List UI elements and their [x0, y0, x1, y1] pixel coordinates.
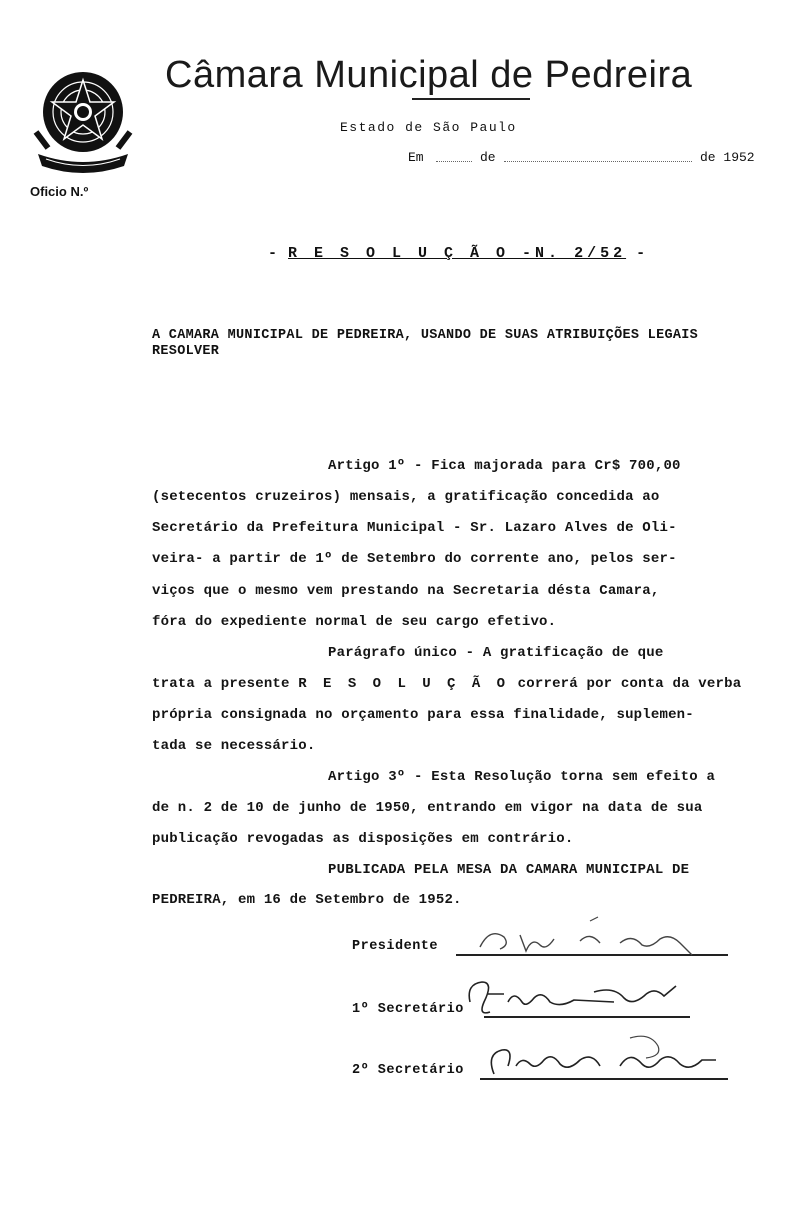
- date-month-blank: [504, 161, 692, 162]
- body-fragment-spaced: R E S O L U Ç Ã O: [298, 676, 510, 692]
- body-line: viços que o mesmo vem prestando na Secretaria désta Camara,: [152, 583, 660, 599]
- body-line: PEDREIRA, em 16 de Setembro de 1952.: [152, 892, 462, 908]
- first-secretary-signature-icon: [464, 972, 694, 1024]
- body-line: Artigo 3º - Esta Resolução torna sem efeito a: [328, 769, 716, 785]
- body-line: publicação revogadas as disposições em contrário.: [152, 831, 574, 847]
- second-secretary-signature-icon: [480, 1030, 730, 1086]
- body-line: PUBLICADA PELA MESA DA CAMARA MUNICIPAL DE: [328, 862, 690, 878]
- resolution-title: [268, 245, 646, 262]
- body-line: fóra do expediente normal de seu cargo efetivo.: [152, 614, 557, 630]
- body-line: tada se necessário.: [152, 738, 316, 754]
- organization-underline: [412, 98, 530, 100]
- date-day-blank: [436, 161, 472, 162]
- title-dash-left: -: [268, 245, 279, 262]
- organization-name: Câmara Municipal de Pedreira: [165, 54, 693, 96]
- body-line: de n. 2 de 10 de junho de 1950, entrando em vigor na data de sua: [152, 800, 703, 816]
- body-line: veira- a partir de 1º de Setembro do corrente ano, pelos ser-: [152, 551, 677, 567]
- president-label: Presidente: [352, 939, 439, 954]
- body-fragment: trata a presente: [152, 676, 290, 692]
- office-number-label: Oficio N.º: [30, 184, 89, 199]
- president-signature-icon: [470, 915, 720, 965]
- title-text: R E S O L U Ç Ã O -N. 2/52: [288, 245, 627, 262]
- title-dash-right: -: [636, 245, 647, 262]
- second-secretary-label: 2º Secretário: [352, 1063, 464, 1078]
- date-de-year: de 1952: [700, 150, 755, 165]
- body-fragment: correrá por conta da verba: [517, 676, 742, 692]
- body-line: Parágrafo único - A gratificação de que: [328, 645, 664, 661]
- body-line: Secretário da Prefeitura Municipal - Sr. Lazaro Alves de Oli-: [152, 520, 677, 536]
- first-secretary-label: 1º Secretário: [352, 1002, 464, 1017]
- organization-state: Estado de São Paulo: [340, 120, 517, 135]
- body-line-composite: [152, 676, 741, 692]
- date-de-1: de: [480, 150, 496, 165]
- date-prefix: Em: [408, 150, 424, 165]
- preamble: A CAMARA MUNICIPAL DE PEDREIRA, USANDO DE SUAS ATRIBUIÇÕES LEGAIS RESOLVER: [152, 328, 699, 359]
- date-line: [408, 150, 768, 168]
- body-line: própria consignada no orçamento para essa finalidade, suplemen-: [152, 707, 694, 723]
- body-line: (setecentos cruzeiros) mensais, a gratificação concedida ao: [152, 489, 660, 505]
- coat-of-arms-icon: [28, 62, 138, 180]
- body-line: Artigo 1º - Fica majorada para Cr$ 700,00: [328, 458, 681, 474]
